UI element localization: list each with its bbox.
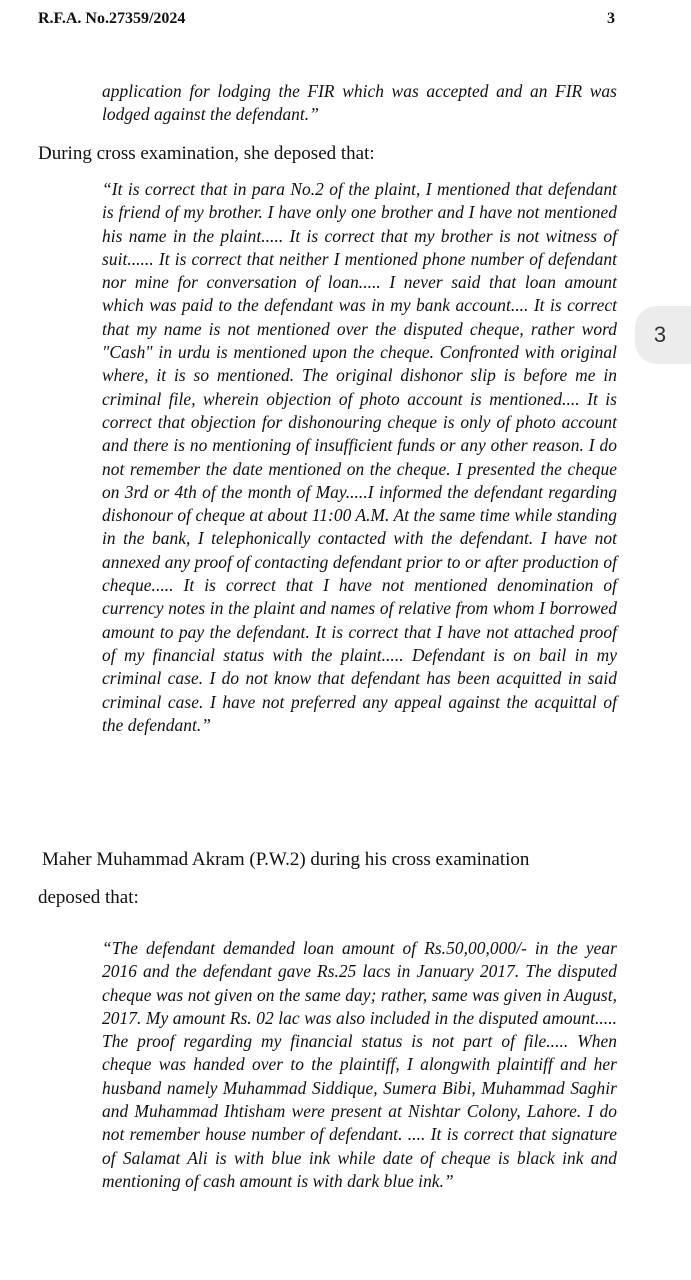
cross-examination-intro: During cross examination, she deposed that:	[38, 143, 375, 164]
pw2-intro: Maher Muhammad Akram (P.W.2) during his cross examination	[42, 849, 530, 870]
quote-continuation: application for lodging the FIR which was accepted and an FIR was lodged against the defendant.”	[102, 81, 617, 125]
page-header	[38, 10, 615, 34]
case-number: R.F.A. No.27359/2024	[38, 10, 186, 27]
pw2-deposition-quote: “The defendant demanded loan amount of Rs.50,00,000/- in the year 2016 and the defendant gave Rs.25 lacs in January 2017. The disputed cheque was not given on the same day; rather, same was given in August, 2017. My amount Rs. 02 lac was also included in the disputed amount..... The proof regarding my financial status is not part of file..... When cheque was handed over to the plaintiff, I alongwith plaintiff and her husband namely Muhammad Siddique, Sumera Bibi, Muhammad Saghir and Muhammad Ihtisham were present at Nishtar Colony, Lahore. I do not remember house number of defendant. .... It is correct that signature of Salamat Ali is with blue ink while date of cheque is black ink and mentioning of cash amount is with dark blue ink.”	[102, 938, 617, 1191]
pw2-intro-continued: deposed that:	[38, 887, 139, 908]
plaintiff-deposition-quote: “It is correct that in para No.2 of the plaint, I mentioned that defendant is friend of my brother. I have only one brother and I have not mentioned his name in the plaint..... It is correct that my brother is not witness of suit...... It is correct that neither I mentioned phone number of defendant nor mine for conversation of loan..... I never said that loan amount which was paid to the defendant was in my bank account.... It is correct that my name is not mentioned over the disputed cheque, rather word "Cash" in urdu is mentioned upon the cheque. Confronted with original where, it is so mentioned. The original dishonor slip is before me in criminal file, wherein objection of photo account is mentioned.... It is correct that objection for dishonouring cheque is only of photo account and there is no mentioning of insufficient funds or any other reason. I do not remember the date mentioned on the cheque. I presented the cheque on 3rd or 4th of the month of May.....I informed the defendant regarding dishonour of cheque at about 11:00 A.M. At the same time while standing in the bank, I telephonically contacted with the defendant. I have not annexed any proof of contacting defendant prior to or after production of cheque..... It is correct that I have not mentioned denomination of currency notes in the plaint and names of relative from whom I borrowed amount to pay the defendant. It is correct that I have not attached proof of my financial status with the plaint..... Defendant is on bail in my criminal case. I do not know that defendant has been acquitted in said criminal case. I have not preferred any appeal against the acquittal of the defendant.”	[102, 179, 617, 735]
page-number: 3	[607, 10, 615, 27]
page-indicator-badge[interactable]: 3	[635, 306, 691, 364]
